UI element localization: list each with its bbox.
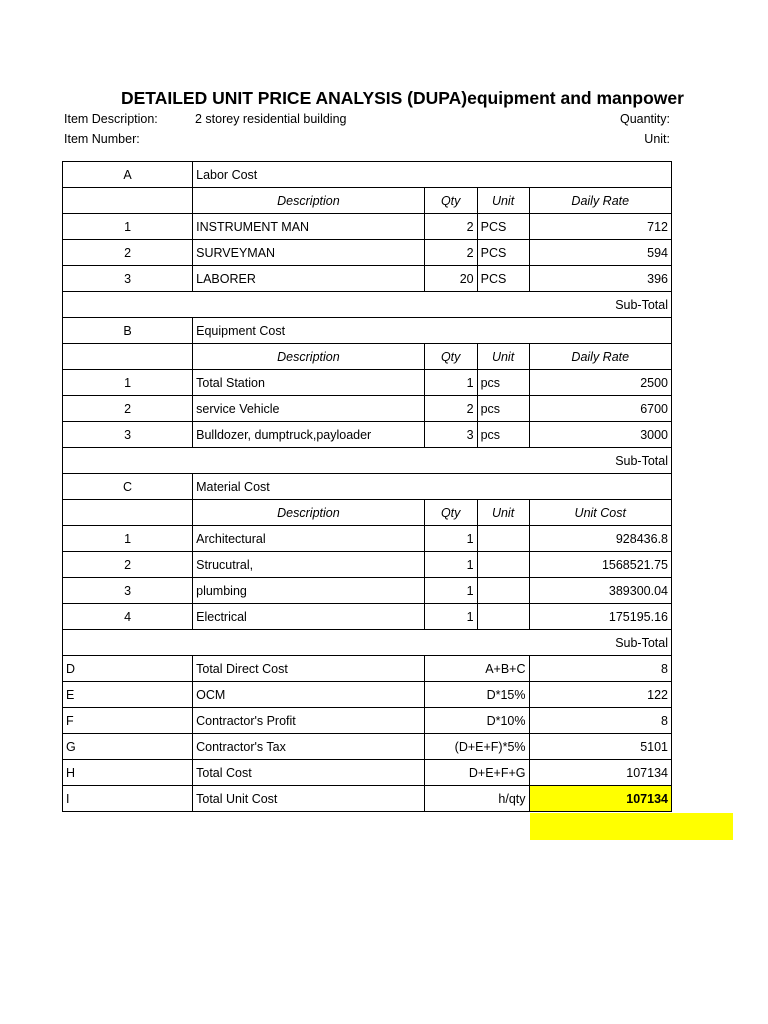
section-name[interactable]: Material Cost <box>193 474 672 500</box>
row-description[interactable]: Bulldozer, dumptruck,payloader <box>193 422 425 448</box>
item-description-label: Item Description: <box>64 112 158 126</box>
summary-letter[interactable]: G <box>63 734 193 760</box>
summary-value[interactable]: 122 <box>529 682 671 708</box>
item-description-value[interactable]: 2 storey residential building <box>195 112 347 126</box>
row-description[interactable]: plumbing <box>193 578 425 604</box>
summary-label[interactable]: Contractor's Profit <box>193 708 425 734</box>
summary-formula[interactable]: (D+E+F)*5% <box>424 734 529 760</box>
summary-row <box>63 656 672 682</box>
table-row <box>63 578 672 604</box>
summary-value[interactable]: 8 <box>529 656 671 682</box>
summary-letter[interactable]: I <box>63 786 193 812</box>
row-number[interactable]: 2 <box>63 396 193 422</box>
section-header-equipment <box>63 318 672 344</box>
row-rate[interactable]: 928436.8 <box>529 526 671 552</box>
row-unit[interactable]: pcs <box>477 396 529 422</box>
summary-label[interactable]: Total Direct Cost <box>193 656 425 682</box>
col-header-qty[interactable]: Qty <box>424 188 477 214</box>
summary-letter[interactable]: D <box>63 656 193 682</box>
col-header-unit[interactable]: Unit <box>477 344 529 370</box>
row-description[interactable]: Total Station <box>193 370 425 396</box>
row-qty[interactable]: 1 <box>424 552 477 578</box>
row-number[interactable]: 2 <box>63 240 193 266</box>
row-number[interactable]: 3 <box>63 422 193 448</box>
table-row <box>63 604 672 630</box>
row-unit[interactable]: PCS <box>477 214 529 240</box>
col-header-rate[interactable]: Daily Rate <box>529 188 671 214</box>
row-unit[interactable]: pcs <box>477 370 529 396</box>
summary-letter[interactable]: F <box>63 708 193 734</box>
summary-value[interactable]: 8 <box>529 708 671 734</box>
row-qty[interactable]: 3 <box>424 422 477 448</box>
column-header-row <box>63 344 672 370</box>
row-unit[interactable] <box>477 526 529 552</box>
blank-cell[interactable] <box>63 500 193 526</box>
subtotal-label[interactable]: Sub-Total <box>63 630 672 656</box>
column-header-row <box>63 500 672 526</box>
col-header-rate[interactable]: Unit Cost <box>529 500 671 526</box>
row-number[interactable]: 1 <box>63 526 193 552</box>
row-unit[interactable] <box>477 604 529 630</box>
col-header-qty[interactable]: Qty <box>424 500 477 526</box>
col-header-description[interactable]: Description <box>193 344 425 370</box>
row-number[interactable]: 1 <box>63 370 193 396</box>
row-description[interactable]: SURVEYMAN <box>193 240 425 266</box>
col-header-description[interactable]: Description <box>193 500 425 526</box>
section-name[interactable]: Equipment Cost <box>193 318 672 344</box>
row-rate[interactable]: 396 <box>529 266 671 292</box>
summary-row <box>63 760 672 786</box>
row-unit[interactable] <box>477 578 529 604</box>
row-qty[interactable]: 1 <box>424 578 477 604</box>
row-rate[interactable]: 1568521.75 <box>529 552 671 578</box>
summary-label[interactable]: OCM <box>193 682 425 708</box>
row-rate[interactable]: 175195.16 <box>529 604 671 630</box>
summary-formula[interactable]: D*15% <box>424 682 529 708</box>
row-description[interactable]: service Vehicle <box>193 396 425 422</box>
row-number[interactable]: 3 <box>63 266 193 292</box>
summary-label[interactable]: Total Unit Cost <box>193 786 425 812</box>
summary-row <box>63 734 672 760</box>
summary-row <box>63 682 672 708</box>
row-number[interactable]: 4 <box>63 604 193 630</box>
row-unit[interactable]: PCS <box>477 266 529 292</box>
summary-letter[interactable]: H <box>63 760 193 786</box>
row-description[interactable]: LABORER <box>193 266 425 292</box>
row-description[interactable]: Strucutral, <box>193 552 425 578</box>
table-row <box>63 396 672 422</box>
row-description[interactable]: Electrical <box>193 604 425 630</box>
row-unit[interactable] <box>477 552 529 578</box>
section-name[interactable]: Labor Cost <box>193 162 672 188</box>
row-qty[interactable]: 2 <box>424 396 477 422</box>
row-number[interactable]: 2 <box>63 552 193 578</box>
row-qty[interactable]: 2 <box>424 214 477 240</box>
row-number[interactable]: 1 <box>63 214 193 240</box>
table-row <box>63 240 672 266</box>
summary-letter[interactable]: E <box>63 682 193 708</box>
table-row <box>63 552 672 578</box>
dupa-table <box>62 161 672 812</box>
item-number-label: Item Number: <box>64 132 140 146</box>
row-qty[interactable]: 1 <box>424 526 477 552</box>
row-rate[interactable]: 3000 <box>529 422 671 448</box>
subtotal-label[interactable]: Sub-Total <box>63 292 672 318</box>
table-row <box>63 370 672 396</box>
col-header-description[interactable]: Description <box>193 188 425 214</box>
subtotal-row <box>63 292 672 318</box>
row-qty[interactable]: 2 <box>424 240 477 266</box>
section-letter[interactable]: C <box>63 474 193 500</box>
col-header-unit[interactable]: Unit <box>477 188 529 214</box>
page-title: DETAILED UNIT PRICE ANALYSIS (DUPA)equipment and manpower <box>121 88 684 108</box>
summary-label[interactable]: Contractor's Tax <box>193 734 425 760</box>
row-rate[interactable]: 594 <box>529 240 671 266</box>
section-header-material <box>63 474 672 500</box>
subtotal-row <box>63 448 672 474</box>
row-rate[interactable]: 389300.04 <box>529 578 671 604</box>
total-unit-cost-value[interactable]: 107134 <box>529 786 671 812</box>
subtotal-row <box>63 630 672 656</box>
table-row <box>63 422 672 448</box>
row-rate[interactable]: 2500 <box>529 370 671 396</box>
row-number[interactable]: 3 <box>63 578 193 604</box>
summary-value[interactable]: 107134 <box>529 760 671 786</box>
row-qty[interactable]: 20 <box>424 266 477 292</box>
row-unit[interactable]: PCS <box>477 240 529 266</box>
blank-cell[interactable] <box>63 188 193 214</box>
col-header-unit[interactable]: Unit <box>477 500 529 526</box>
section-letter[interactable]: B <box>63 318 193 344</box>
row-unit[interactable]: pcs <box>477 422 529 448</box>
col-header-rate[interactable]: Daily Rate <box>529 344 671 370</box>
row-description[interactable]: INSTRUMENT MAN <box>193 214 425 240</box>
section-letter[interactable]: A <box>63 162 193 188</box>
row-rate[interactable]: 712 <box>529 214 671 240</box>
quantity-label: Quantity: <box>619 112 670 126</box>
summary-row <box>63 708 672 734</box>
row-description[interactable]: Architectural <box>193 526 425 552</box>
summary-formula[interactable]: D*10% <box>424 708 529 734</box>
subtotal-label[interactable]: Sub-Total <box>63 448 672 474</box>
table-row <box>63 266 672 292</box>
summary-formula[interactable]: h/qty <box>424 786 529 812</box>
table-row <box>63 214 672 240</box>
section-header-labor <box>63 162 672 188</box>
summary-formula[interactable]: A+B+C <box>424 656 529 682</box>
blank-cell[interactable] <box>63 344 193 370</box>
column-header-row <box>63 188 672 214</box>
row-rate[interactable]: 6700 <box>529 396 671 422</box>
summary-formula[interactable]: D+E+F+G <box>424 760 529 786</box>
row-qty[interactable]: 1 <box>424 370 477 396</box>
row-qty[interactable]: 1 <box>424 604 477 630</box>
table-row <box>63 526 672 552</box>
summary-row <box>63 786 672 812</box>
summary-label[interactable]: Total Cost <box>193 760 425 786</box>
col-header-qty[interactable]: Qty <box>424 344 477 370</box>
unit-label: Unit: <box>644 132 670 146</box>
summary-value[interactable]: 5101 <box>529 734 671 760</box>
